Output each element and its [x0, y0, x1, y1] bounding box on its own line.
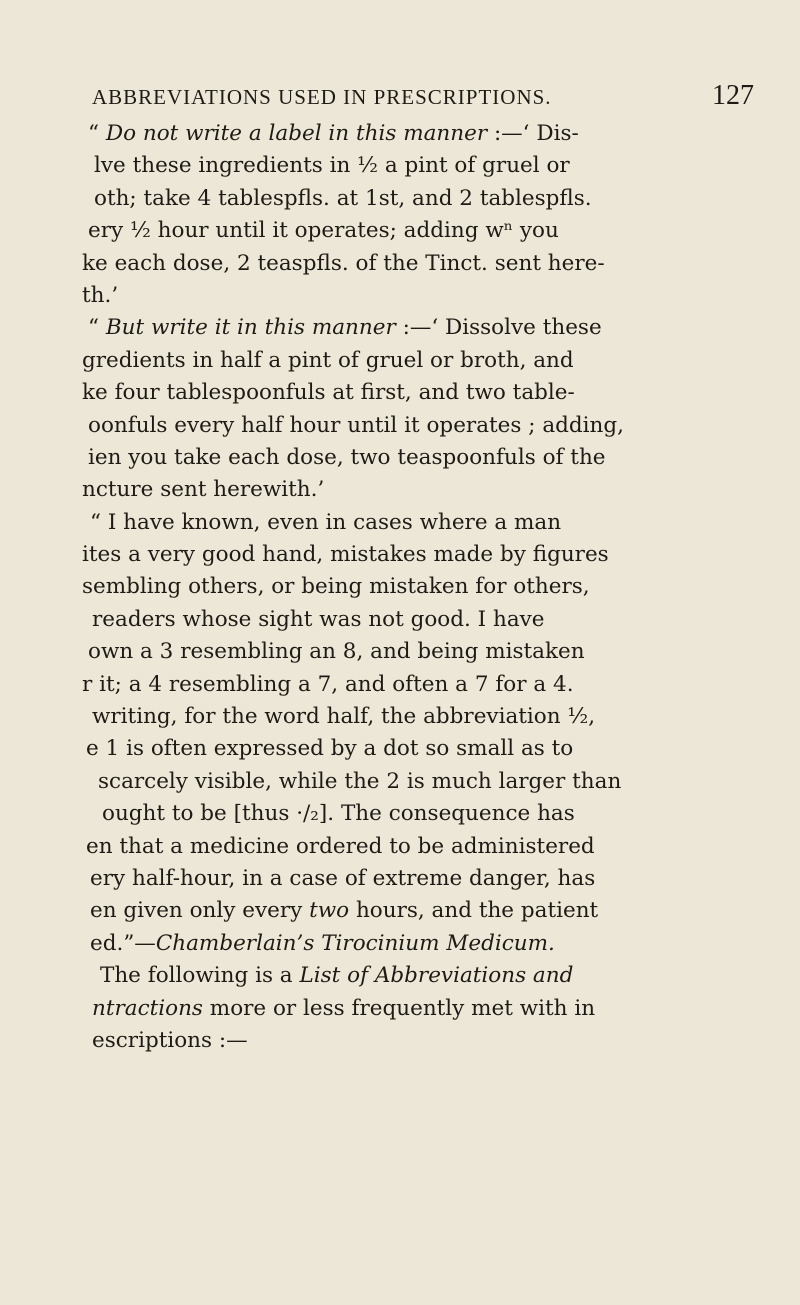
text-line	[58, 733, 758, 765]
italic-text: But write it in this manner	[105, 315, 396, 341]
text-run: “	[88, 315, 106, 341]
text-run: ncture sent herewith.’	[82, 477, 325, 503]
text-line	[58, 280, 758, 312]
text-line	[58, 150, 758, 182]
italic-text: Do not write a label in this manner	[105, 121, 488, 146]
text-line	[58, 183, 758, 215]
text-line	[58, 215, 758, 247]
text-line	[58, 993, 758, 1025]
page-header	[92, 80, 754, 112]
text-run: :—‘ Dissolve these	[395, 315, 602, 341]
text-run: ke four tablespoonfuls at first, and two table-	[82, 380, 575, 406]
text-run: lve these ingredients in ½ a pint of gruel or	[94, 153, 570, 179]
text-line	[58, 118, 758, 150]
text-run: ed.”—	[90, 930, 156, 956]
text-run: sembling others, or being mistaken for others,	[82, 574, 590, 600]
text-run: e 1 is often expressed by a dot so small as to	[86, 736, 574, 762]
body-text	[58, 118, 758, 1057]
text-line	[58, 539, 758, 571]
text-line	[58, 474, 758, 506]
text-run: ery ½ hour until it operates; adding wⁿ you	[88, 218, 559, 244]
text-line	[58, 798, 758, 830]
running-head: ABBREVIATIONS USED IN PRESCRIPTIONS.	[92, 85, 552, 109]
text-line	[58, 831, 758, 863]
text-line	[58, 863, 758, 895]
italic-text: two	[309, 898, 350, 924]
text-line	[58, 248, 758, 280]
italic-text: Chamberlain’s Tirocinium Medicum.	[155, 930, 555, 956]
text-line	[58, 895, 758, 927]
text-line	[58, 701, 758, 733]
text-line	[58, 442, 758, 474]
text-run: oth; take 4 tablespfls. at 1st, and 2 tablespfls.	[94, 185, 592, 211]
text-line	[58, 604, 758, 636]
page-number: 127	[712, 80, 754, 111]
italic-text: ntractions	[92, 995, 203, 1021]
text-run: gredients in half a pint of gruel or broth, and	[82, 347, 574, 373]
text-line	[58, 766, 758, 798]
text-run: “	[88, 121, 106, 146]
text-run: ke each dose, 2 teaspfls. of the Tinct. sent here-	[82, 250, 605, 276]
text-line	[58, 345, 758, 377]
text-run: ery half-hour, in a case of extreme danger, has	[90, 865, 596, 891]
text-line	[58, 636, 758, 668]
text-line	[58, 507, 758, 539]
text-run: more or less frequently met with in	[202, 995, 596, 1021]
italic-text: List of Abbreviations and	[299, 963, 574, 989]
text-run: own a 3 resembling an 8, and being mistaken	[88, 639, 585, 665]
text-line	[58, 1025, 758, 1057]
text-run: en given only every	[90, 898, 310, 924]
text-line	[58, 312, 758, 344]
text-line	[58, 928, 758, 960]
text-line	[58, 571, 758, 603]
text-line	[58, 960, 758, 992]
text-run: writing, for the word half, the abbreviation ½,	[92, 704, 596, 730]
text-run: “ I have known, even in cases where a man	[90, 509, 562, 535]
text-run: readers whose sight was not good. I have	[92, 606, 545, 632]
text-run: hours, and the patient	[349, 898, 599, 924]
text-run: oonfuls every half hour until it operates ; adding,	[88, 412, 624, 438]
text-run: ought to be [thus ·/₂]. The consequence has	[102, 801, 575, 827]
text-run: r it; a 4 resembling a 7, and often a 7 for a 4.	[82, 671, 574, 697]
text-run: th.’	[82, 282, 119, 308]
text-line	[58, 410, 758, 442]
text-run: ites a very good hand, mistakes made by figures	[82, 542, 609, 568]
text-line	[58, 377, 758, 409]
text-run: :—‘ Dis-	[487, 121, 579, 146]
text-run: en that a medicine ordered to be administered	[86, 833, 595, 859]
text-run: escriptions :—	[92, 1027, 248, 1053]
text-run: The following is a	[100, 963, 300, 989]
text-line	[58, 669, 758, 701]
text-run: ien you take each dose, two teaspoonfuls of the	[88, 444, 606, 470]
text-run: scarcely visible, while the 2 is much larger than	[98, 768, 622, 794]
